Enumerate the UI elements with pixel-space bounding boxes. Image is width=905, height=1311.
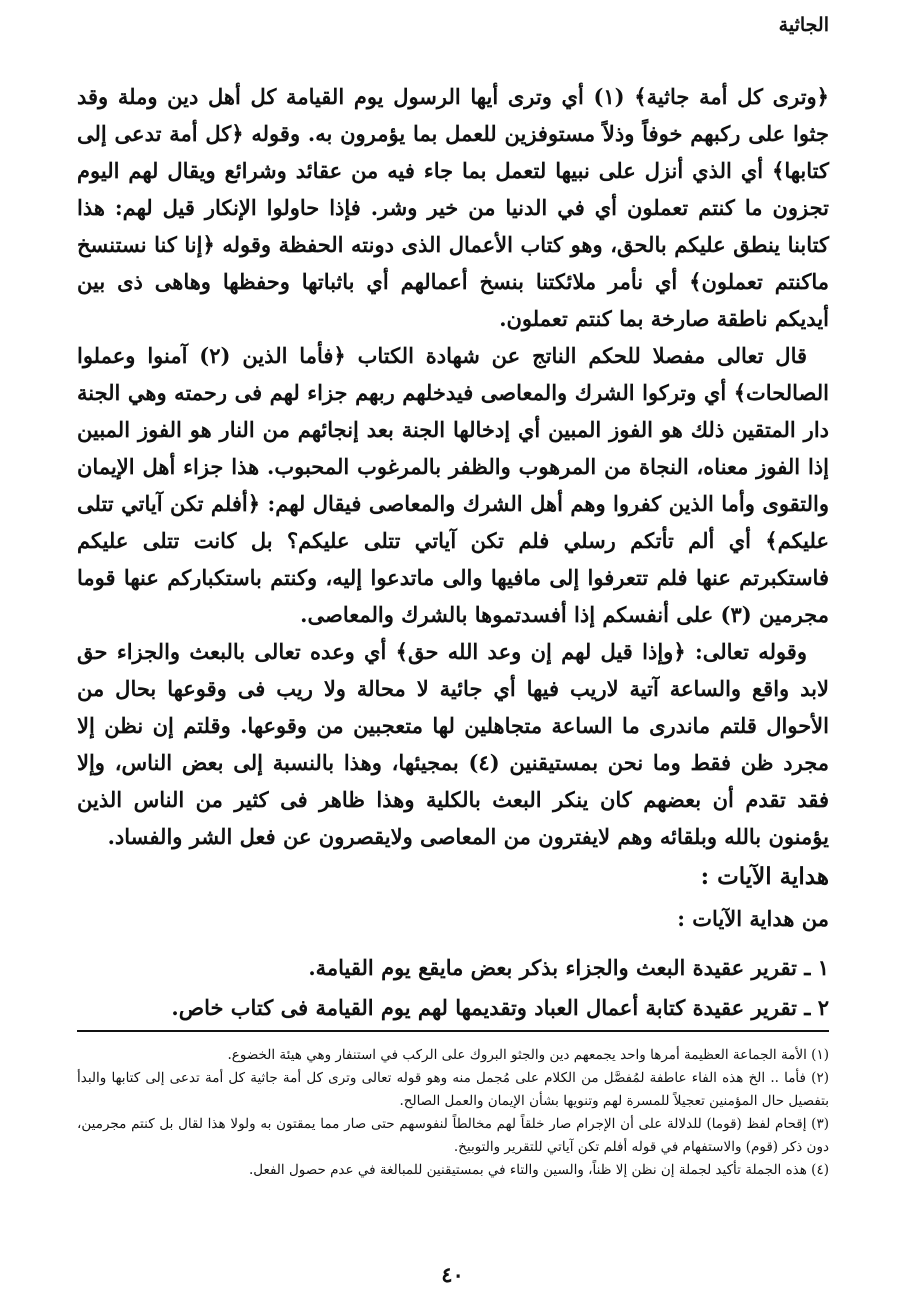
- footnote: (١) الأمة الجماعة العظيمة أمرها واحد يجمعهم دين والجثو البروك على الركب في استنفار وهي هيئة الخضوع.: [227, 1047, 829, 1063]
- footnote: (٤) هذه الجملة تأكيد لجملة إن نظن إلا ظناً، والسين والتاء في بمستيقنين للمبالغة في عدم حصول الفعل.: [248, 1162, 829, 1178]
- footnote: (٢) فأما .. الخ هذه الفاء عاطفة لمُفصَّل من الكلام على مُجمل منه وهو قوله تعالى وترى كل أمة جاثية كل أمة تدعى إلى كتابها والبدأ بتفصيل حال المؤمنين تعجيلاً للمسرة لهم وتنويها بشأن الإيمان والعمل الصالح.: [77, 1070, 829, 1109]
- section-subheading: من هداية الآيات :: [677, 906, 829, 931]
- running-head: الجاثية: [778, 14, 829, 36]
- footnote: (٣) إقحام لفظ (قوما) للدلالة على أن الإجرام صار خلقاً لهم مخالطاً لنفوسهم حتى صار مما يمقتون به ولولا هذا لقال بل كنتم مجرمين، دون ذكر (قوم) والاستفهام في قوله أفلم تكن آياتي للتقرير والتوبيخ.: [77, 1116, 829, 1155]
- paragraph: وقوله تعالى: ﴿وإذا قيل لهم إن وعد الله حق﴾ أي وعده تعالى بالبعث والجزاء حق لابد واقع والساعة آتية لاريب فيها أي جائية لا محالة ولا ريب فى وقوعها بحال من الأحوال قلتم ماندرى ما الساعة متجاهلين لها متعجبين من وقوعها. وقلتم إن نظن إلا مجرد ظن فقط وما نحن بمستيقنين (٤) بمجيئها، وهذا بالنسبة إلى بعض الناس، وإلا فقد تقدم أن بعضهم كان ينكر البعث بالكلية وهذا ظاهر فى كثير من الناس الذين يؤمنون بالله وبلقائه وهم لايفترون من المعاصى ولايقصرون عن فعل الشر والفساد.: [77, 639, 829, 849]
- list-item: ١ ـ تقرير عقيدة البعث والجزاء بذكر بعض مايقع يوم القيامة.: [308, 955, 829, 980]
- paragraph: ﴿وترى كل أمة جاثية﴾ (١) أي وترى أيها الرسول يوم القيامة كل أهل دين وملة وقد جثوا على ركبهم خوفاً وذلاً مستوفزين للعمل بما يؤمرون به. وقوله ﴿كل أمة تدعى إلى كتابها﴾ أي الذي أنزل على نبيها لتعمل بما جاء فيه من عقائد وشرائع ويقال لهم اليوم تجزون ما كنتم تعملون أي في الدنيا من خير وشر. فإذا حاولوا الإنكار قيل لهم: هذا كتابنا ينطق عليكم بالحق، وهو كتاب الأعمال الذى دونته الحفظة وقوله ﴿إنا كنا نستنسخ ماكنتم تعملون﴾ أي نأمر ملائكتنا بنسخ أعمالهم أي باثباتها وحفظها وهاهى ذى بين أيديكم ناطقة صارخة بما كنتم تعملون.: [77, 84, 830, 331]
- guidance-list: [77, 948, 829, 1028]
- page-number: ٤٠: [441, 1262, 464, 1287]
- list-item: ٢ ـ تقرير عقيدة كتابة أعمال العباد وتقديمها لهم يوم القيامة فى كتاب خاص.: [171, 995, 829, 1020]
- footnotes: [77, 1044, 829, 1182]
- section-heading: هداية الآيات :: [700, 863, 829, 890]
- footnote-divider: [77, 1030, 829, 1032]
- paragraph: قال تعالى مفصلا للحكم الناتج عن شهادة الكتاب ﴿فأما الذين (٢) آمنوا وعملوا الصالحات﴾ أي وتركوا الشرك والمعاصى فيدخلهم ربهم جزاء لهم فى رحمته وهي الجنة دار المتقين ذلك هو الفوز المبين أي إدخالها الجنة بعد إنجائهم من النار هو الفوز المبين إذا الفوز معناه، النجاة من المرهوب والظفر بالمرغوب المحبوب. هذا جزاء أهل الإيمان والتقوى وأما الذين كفروا وهم أهل الشرك والمعاصى فيقال لهم: ﴿أفلم تكن آياتي تتلى عليكم﴾ أي ألم تأتكم رسلي فلم تكن آياتي تتلى عليكم؟ بل كانت تتلى عليكم فاستكبرتم عنها فلم تتعرفوا إلى مافيها والى ماتدعوا إليه، وكنتم باستكباركم عنها قوما مجرمين (٣) على أنفسكم إذا أفسدتموها بالشرك والمعاصى.: [77, 343, 830, 627]
- body-text: [77, 78, 829, 855]
